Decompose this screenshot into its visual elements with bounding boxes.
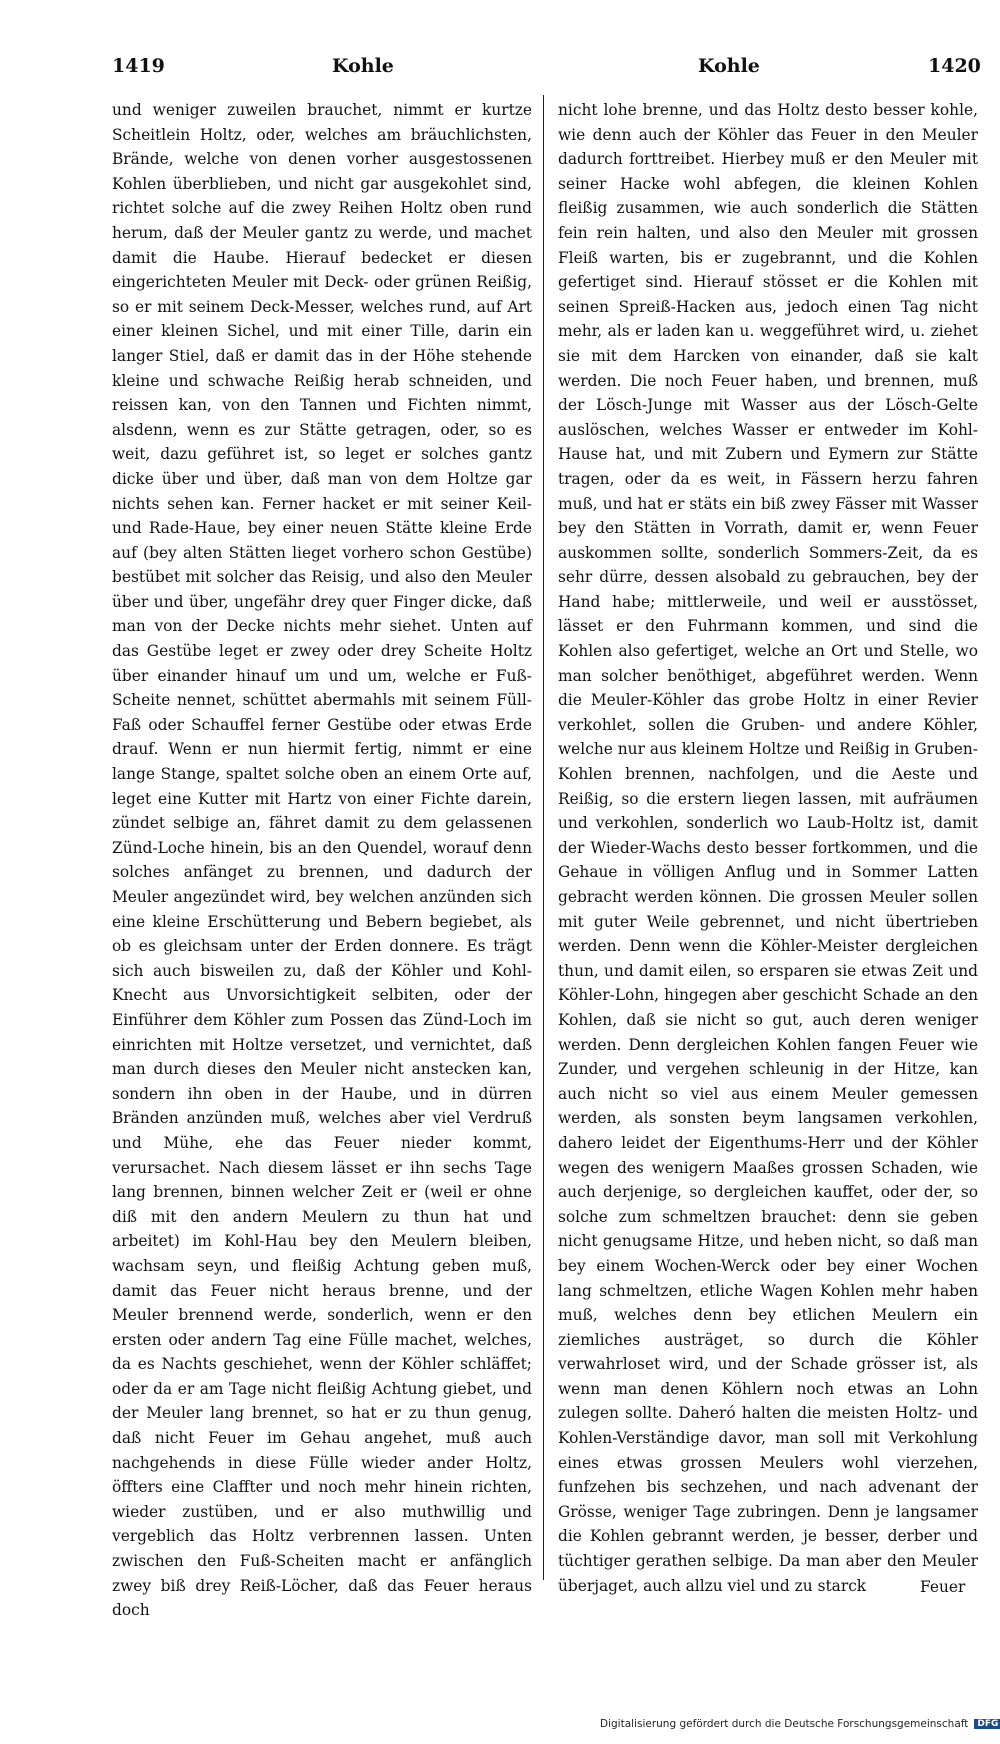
left-column-text: und weniger zuweilen brauchet, nimmt er kurtze Scheitlein Holtz, oder, welches am bräuchlichsten, Brände, welche von denen vorher ausgestossenen Kohlen überblieben, und nicht gar ausgekohlet sind, richtet solche auf die zwey Reihen Holtz oben rund herum, daß der Meuler gantz zu werde, und machet damit die Haube. Hierauf bedecket er diesen eingerichteten Meuler mit Deck- oder grünen Reißig, so er mit seinem Deck-Messer, welches rund, auf Art einer kleinen Sichel, und mit einer Tille, darin ein langer Stiel, daß er damit das in der Höhe stehende kleine und schwache Reißig herab schneiden, und reissen kan, von den Tannen und Fichten nimmt, alsdenn, wenn es zur Stätte getragen, oder, so es weit, dazu geführet ist, so leget er solches gantz dicke über und über, daß man von dem Holtze gar nichts sehen kan. Ferner hacket er mit seiner Keil- und Rade-Haue, bey einer neuen Stätte kleine Erde auf (bey alten Stätten lieget vorhero schon Gestübe) bestübet mit solcher das Reisig, und also den Meuler über und über, ungefähr drey quer Finger dicke, daß man von der Decke nichts mehr siehet. Unten auf das Gestübe leget er zwey oder drey Scheite Holtz über einander hinauf um und um, welche er Fuß-Scheite nennet, schüttet abermahls mit seinem Füll-Faß oder Schauffel ferner Gestübe oder etwas Erde drauf. Wenn er nun hiermit fertig, nimmt er eine lange Stange, spaltet solche oben an einem Orte auf, leget eine Kutter mit Hartz von einer Fichte darein, zündet selbige an, fähret damit zu dem gelassenen Zünd-Loche hinein, bis an den Quendel, worauf denn solches anfänget zu brennen, und dadurch der Meuler angezündet wird, bey welchen anzünden sich eine kleine Erschütterung und Bebern begiebet, als ob es gleichsam unter der Erden donnere. Es trägt sich auch bisweilen zu, daß der Köhler und Kohl-Knecht aus Unvorsichtigkeit selbiten, oder der Einführer dem Köhler zum Possen das Zünd-Loch im einrichten mit Holtze versetzet, und vernichtet, daß man durch dieses den Meuler nicht anstecken kan, sondern ihn oben in der Haube, und in dürren Bränden anzünden muß, welches aber viel Verdruß und Mühe, ehe das Feuer nieder kommt, verursachet. Nach diesem lässet er ihn sechs Tage lang brennen, binnen welcher Zeit er (weil er ohne diß mit den andern Meulern zu thun hat und arbeitet) im Kohl-Hau bey den Meulern bleiben, wachsam seyn, und fleißig Achtung geben muß, damit das Feuer nicht heraus brenne, und der Meuler brennend werde, sonderlich, wenn er den ersten oder andern Tag eine Fülle machet, welches, da es Nachts geschiehet, wenn der Köhler schläffet; oder da er am Tage nicht fleißig Achtung giebet, und der Meuler lang brennet, so hat er zu thun genug, daß nicht Feuer im Gehau angehet, muß auch nachgehends in diese Fülle wieder ander Holtz, öffters eine Claffter und noch mehr hinein richten, wieder zustüben, und er also muthwillig und vergeblich das Holtz verbrennen lassen. Unten zwischen den Fuß-Scheiten macht er anfänglich zwey biß drey Reiß-Löcher, daß das Feuer heraus doch: [112, 101, 532, 1620]
catchword: Feuer: [920, 1578, 966, 1596]
dfg-logo: DFG: [974, 1719, 1000, 1729]
column-divider: [543, 95, 544, 1580]
credit-text: Digitalisierung gefördert durch die Deutsche Forschungsgemeinschaft: [600, 1718, 969, 1730]
headword-left: Kohle: [332, 55, 394, 77]
column-number-left: 1419: [112, 55, 165, 77]
column-number-right: 1420: [928, 55, 981, 77]
right-column-text: nicht lohe brenne, und das Holtz desto besser kohle, wie denn auch der Köhler das Feuer in den Meuler dadurch forttreibet. Hierbey muß er den Meuler mit seiner Hacke wohl abfegen, die kleinen Kohlen fleißig zusammen, wie auch sonderlich die Stätten fein rein halten, und also den Meuler mit grossen Fleiß warten, bis er zugebrannt, und die Kohlen gefertiget sind. Hierauf stösset er die Kohlen mit seinen Spreiß-Hacken aus, jedoch einen Tag nicht mehr, als er laden kan u. weggeführet wird, u. ziehet sie mit dem Harcken von einander, daß sie kalt werden. Die noch Feuer haben, und brennen, muß der Lösch-Junge mit Wasser aus der Lösch-Gelte auslöschen, welches Wasser er entweder im Kohl-Hause hat, und mit Zubern und Eymern zur Stätte tragen, oder da es weit, in Fässern herzu fahren muß, und hat er stäts ein biß zwey Fässer mit Wasser bey den Stätten in Vorrath, damit er, wenn Feuer auskommen sollte, sonderlich Sommers-Zeit, da es sehr dürre, dessen alsobald zu gebrauchen, bey der Hand habe; mittlerweile, und weil er ausstösset, lässet er den Fuhrmann kommen, und sind die Kohlen also gefertiget, welche an Ort und Stelle, wo man solcher benöthiget, abgeführet werden. Wenn die Meuler-Köhler das grobe Holtz in einer Revier verkohlet, sollen die Gruben- und andere Köhler, welche nur aus kleinem Holtze und Reißig in Gruben-Kohlen brennen, nachfolgen, und die Aeste und Reißig, so die erstern liegen lassen, mit aufräumen und verkohlen, sonderlich wo Laub-Holtz ist, damit der Wieder-Wachs desto besser fortkommen, und die Gehaue in völligen Anflug und in Sommer Latten gebracht werden können. Die grossen Meuler sollen mit guter Weile gebrennet, und nicht übertrieben werden. Denn wenn die Köhler-Meister dergleichen thun, und damit eilen, so ersparen sie etwas Zeit und Köhler-Lohn, hingegen aber geschicht Schade an den Kohlen, daß sie nicht so gut, auch deren weniger werden. Denn dergleichen Kohlen fangen Feuer wie Zunder, und vergehen schleunig in der Hitze, kan auch nicht so viel aus einem Meuler gemessen werden, als sonsten beym langsamen verkohlen, dahero leidet der Eigenthums-Herr und der Köhler wegen des wenigern Maaßes grossen Schaden, wie auch derjenige, so dergleichen kauffet, oder der, so solche zum schmeltzen brauchet: denn sie geben nicht genugsame Hitze, und heben nicht, so daß man bey einem Wochen-Werck oder bey einer Wochen lang schmeltzen, etliche Wagen Kohlen mehr haben muß, welches denn bey etlichen Meulern ein ziemliches austräget, so durch die Köhler verwahrloset wird, und der Schade grösser ist, als wenn man denen Köhlern noch etwas an Lohn zulegen sollte. Daheró halten die meisten Holtz- und Kohlen-Verständige davor, man soll mit Verkohlung eines etwas grossen Meulers wohl vierzehen, funfzehen bis sechzehen, und nach advenant der Grösse, weniger Tage zubringen. Denn je langsamer die Kohlen gebrannt werden, je besser, derber und tüchtiger gerathen selbige. Da man aber den Meuler überjaget, auch allzu viel und zu starck: [558, 101, 978, 1595]
headword-right: Kohle: [698, 55, 760, 77]
digitization-credit: [600, 1718, 1000, 1730]
